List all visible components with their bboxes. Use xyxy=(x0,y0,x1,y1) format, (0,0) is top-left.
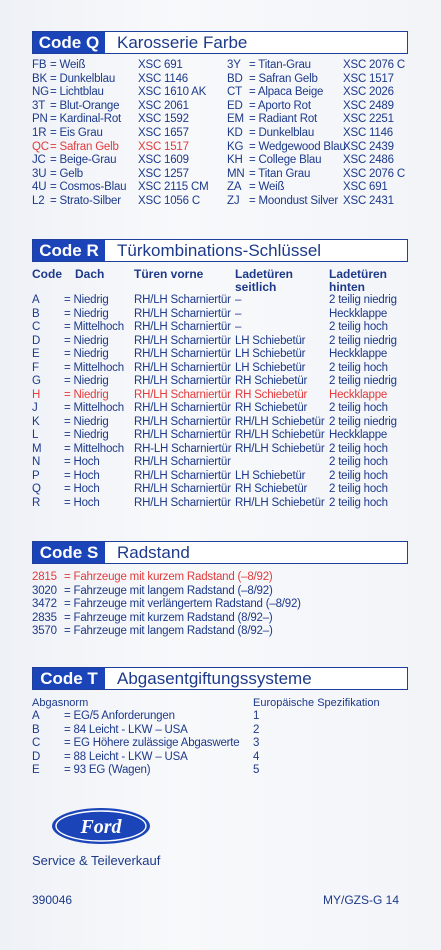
ford-logo xyxy=(50,806,152,846)
color-part-number: XSC 691 xyxy=(138,59,183,71)
wheelbase-code: 3570 xyxy=(32,625,57,637)
door-code: J xyxy=(32,402,38,414)
emission-desc: = EG Höhere zulässige Abgaswerte xyxy=(64,737,240,750)
code-r-col-hinten: Ladetüren xyxy=(329,267,388,281)
door-roof: = Hoch xyxy=(64,483,100,495)
door-roof: = Niedrig xyxy=(64,348,109,360)
door-rear: Heckklappe xyxy=(329,307,388,320)
door-side: – xyxy=(235,294,242,306)
door-code: H xyxy=(32,388,41,401)
color-code: PN xyxy=(32,113,48,126)
color-name: = Safran Gelb xyxy=(50,140,119,153)
color-code: L2 xyxy=(32,195,45,207)
door-side: RH Schiebetür xyxy=(235,388,308,401)
code-r-col-code: Code xyxy=(32,267,62,281)
color-part-number: XSC 2115 CM xyxy=(138,181,209,194)
color-name: = Strato-Silber xyxy=(50,195,121,207)
color-name: = Weiß xyxy=(50,59,86,71)
color-name: = Beige-Grau xyxy=(50,154,117,167)
emission-spec: 5 xyxy=(253,764,260,777)
door-front: RH/LH Scharniertür xyxy=(134,361,231,374)
wheelbase-code: 2815 xyxy=(32,571,57,583)
code-r-col-seitlich: Ladetüren xyxy=(235,267,294,281)
code-r-title: Türkombinations-Schlüssel xyxy=(117,240,322,260)
color-part-number: XSC 1609 xyxy=(138,154,189,167)
color-part-number: XSC 1146 xyxy=(138,72,188,85)
color-name: = Titan Grau xyxy=(249,167,311,180)
color-code: MN xyxy=(227,167,245,180)
code-r-col-tueren: Türen vorne xyxy=(134,267,204,281)
code-t-title: Abgasentgiftungssysteme xyxy=(117,668,312,688)
color-code: KH xyxy=(227,154,243,167)
code-q-header xyxy=(32,31,408,54)
door-code: A xyxy=(32,294,40,306)
door-front: RH/LH Scharniertür xyxy=(134,334,231,347)
code-t-header xyxy=(32,667,408,690)
door-code: B xyxy=(32,307,40,320)
door-roof: = Mittelhoch xyxy=(64,442,124,455)
color-name: = Titan-Grau xyxy=(249,59,311,71)
emission-spec: 2 xyxy=(253,723,260,736)
color-part-number: XSC 1146 xyxy=(343,127,393,139)
emission-code: D xyxy=(32,750,41,763)
emission-desc: = 84 Leicht - LKW – USA xyxy=(64,723,188,736)
door-roof: = Hoch xyxy=(64,496,100,509)
color-code: ED xyxy=(227,99,243,112)
code-t-left-header: Abgasnorm xyxy=(32,697,89,709)
code-r-col-seitlich-sub: seitlich xyxy=(235,280,277,294)
door-rear: 2 teilig hoch xyxy=(329,456,388,468)
door-rear: Heckklappe xyxy=(329,429,388,441)
door-roof: = Hoch xyxy=(64,456,100,468)
color-code: CT xyxy=(227,86,242,99)
door-roof: = Niedrig xyxy=(64,429,109,441)
wheelbase-desc: = Fahrzeuge mit kurzem Radstand (–8/92) xyxy=(64,571,273,583)
door-rear: 2 teilig hoch xyxy=(329,496,388,509)
door-code: L xyxy=(32,429,39,441)
door-side: LH Schiebetür xyxy=(235,348,306,360)
code-s-title: Radstand xyxy=(117,542,190,562)
color-code: FB xyxy=(32,59,47,71)
door-rear: Heckklappe xyxy=(329,348,388,360)
door-front: RH/LH Scharniertür xyxy=(134,375,231,387)
door-rear: 2 teilig hoch xyxy=(329,483,388,495)
code-r-tag: Code R xyxy=(33,240,105,261)
color-code: JC xyxy=(32,154,46,167)
color-code: QC xyxy=(32,140,49,153)
color-name: = Alpaca Beige xyxy=(249,86,324,99)
emission-desc: = EG/5 Anforderungen xyxy=(64,710,175,722)
door-roof: = Niedrig xyxy=(64,294,109,306)
code-s-tag: Code S xyxy=(33,542,105,563)
wheelbase-desc: = Fahrzeuge mit verlängertem Radstand (–8/92) xyxy=(64,598,301,610)
door-rear: 2 teilig hoch xyxy=(329,321,388,333)
door-rear: Heckklappe xyxy=(329,388,388,401)
door-side: RH/LH Schiebetür xyxy=(235,429,325,441)
color-name: = Dunkelblau xyxy=(249,127,315,139)
door-side: RH Schiebetür xyxy=(235,375,308,387)
color-code: BD xyxy=(227,72,243,85)
door-side: RH/LH Schiebetür xyxy=(235,442,325,455)
color-name: = Lichtblau xyxy=(50,86,104,99)
door-code: C xyxy=(32,321,41,333)
door-code: G xyxy=(32,375,41,387)
emission-desc: = 93 EG (Wagen) xyxy=(64,764,151,777)
door-code: N xyxy=(32,456,41,468)
color-name: = Radiant Rot xyxy=(249,113,318,126)
door-code: R xyxy=(32,496,41,509)
door-front: RH/LH Scharniertür xyxy=(134,321,231,333)
door-side: RH Schiebetür xyxy=(235,402,308,414)
color-code: 1R xyxy=(32,127,47,139)
door-side: – xyxy=(235,307,242,320)
door-code: Q xyxy=(32,483,41,495)
door-front: RH/LH Scharniertür xyxy=(134,402,231,414)
color-name: = Eis Grau xyxy=(50,127,103,139)
color-name: = Blut-Orange xyxy=(50,99,120,112)
code-r-col-hinten-sub: hinten xyxy=(329,280,365,294)
door-front: RH/LH Scharniertür xyxy=(134,469,231,482)
color-part-number: XSC 2026 xyxy=(343,86,394,99)
code-r-col-dach: Dach xyxy=(75,267,105,281)
door-side: RH Schiebetür xyxy=(235,483,308,495)
door-roof: = Niedrig xyxy=(64,388,109,401)
color-part-number: XSC 691 xyxy=(343,181,388,194)
emission-code: E xyxy=(32,764,40,777)
door-front: RH/LH Scharniertür xyxy=(134,388,231,401)
code-r-header xyxy=(32,239,408,262)
door-front: RH/LH Scharniertür xyxy=(134,294,231,306)
code-q-tag: Code Q xyxy=(33,32,105,53)
door-front: RH/LH Scharniertür xyxy=(134,483,231,495)
color-part-number: XSC 1257 xyxy=(138,167,189,180)
door-side: LH Schiebetür xyxy=(235,469,306,482)
color-name: = Safran Gelb xyxy=(249,72,318,85)
door-rear: 2 teilig hoch xyxy=(329,442,388,455)
color-name: = College Blau xyxy=(249,154,322,167)
door-code: D xyxy=(32,334,41,347)
service-label: Service & Teileverkauf xyxy=(32,853,161,868)
door-front: RH/LH Scharniertür xyxy=(134,415,231,428)
color-part-number: XSC 1610 AK xyxy=(138,86,207,99)
color-name: = Dunkelblau xyxy=(50,72,116,85)
color-part-number: XSC 2489 xyxy=(343,99,394,112)
door-rear: 2 teilig niedrig xyxy=(329,334,397,347)
door-roof: = Mittelhoch xyxy=(64,361,124,374)
color-code: 3Y xyxy=(227,59,241,71)
door-rear: 2 teilig hoch xyxy=(329,469,388,482)
color-code: 3U xyxy=(32,167,47,180)
door-front: RH/LH Scharniertür xyxy=(134,348,231,360)
door-rear: 2 teilig niedrig xyxy=(329,294,397,306)
color-name: = Wedgewood Blau xyxy=(249,140,346,153)
color-code: EM xyxy=(227,113,244,126)
door-front: RH/LH Scharniertür xyxy=(134,429,231,441)
door-code: M xyxy=(32,442,42,455)
door-roof: = Mittelhoch xyxy=(64,402,124,414)
door-front: RH/LH Scharniertür xyxy=(134,496,231,509)
door-code: F xyxy=(32,361,39,374)
color-part-number: XSC 2431 xyxy=(343,195,394,207)
color-code: KD xyxy=(227,127,243,139)
color-part-number: XSC 2061 xyxy=(138,99,189,112)
door-roof: = Niedrig xyxy=(64,307,109,320)
emission-code: C xyxy=(32,737,41,750)
door-front: RH/LH Scharniertür xyxy=(134,456,231,468)
wheelbase-desc: = Fahrzeuge mit langem Radstand (8/92–) xyxy=(64,625,273,637)
doc-ref: MY/GZS-G 14 xyxy=(323,893,400,907)
color-code: ZA xyxy=(227,181,242,194)
emission-code: B xyxy=(32,723,40,736)
emission-spec: 3 xyxy=(253,737,260,750)
door-rear: 2 teilig hoch xyxy=(329,402,388,414)
color-code: 4U xyxy=(32,181,47,194)
emission-desc: = 88 Leicht - LKW – USA xyxy=(64,750,188,763)
color-code: BK xyxy=(32,72,47,85)
color-part-number: XSC 2439 xyxy=(343,140,394,153)
color-name: = Cosmos-Blau xyxy=(50,181,127,194)
door-rear: 2 teilig hoch xyxy=(329,361,388,374)
color-part-number: XSC 1056 C xyxy=(138,195,200,207)
code-t-tag: Code T xyxy=(33,668,105,689)
door-roof: = Mittelhoch xyxy=(64,321,124,333)
wheelbase-desc: = Fahrzeuge mit kurzem Radstand (8/92–) xyxy=(64,611,273,624)
door-roof: = Niedrig xyxy=(64,415,109,428)
color-code: ZJ xyxy=(227,195,240,207)
color-part-number: XSC 1517 xyxy=(343,72,394,85)
door-code: E xyxy=(32,348,40,360)
door-roof: = Niedrig xyxy=(64,375,109,387)
emission-spec: 4 xyxy=(253,750,260,763)
color-name: = Moondust Silver xyxy=(249,195,338,207)
color-name: = Aporto Rot xyxy=(249,99,311,112)
door-rear: 2 teilig niedrig xyxy=(329,415,397,428)
door-side: LH Schiebetür xyxy=(235,361,306,374)
color-part-number: XSC 2076 C xyxy=(343,167,405,180)
wheelbase-code: 2835 xyxy=(32,611,57,624)
color-part-number: XSC 1517 xyxy=(138,140,189,153)
door-front: RH-LH Scharniertür xyxy=(134,442,232,455)
color-part-number: XSC 2486 xyxy=(343,154,394,167)
color-code: KG xyxy=(227,140,244,153)
wheelbase-desc: = Fahrzeuge mit langem Radstand (–8/92) xyxy=(64,584,273,597)
door-roof: = Niedrig xyxy=(64,334,109,347)
color-name: = Kardinal-Rot xyxy=(50,113,122,126)
door-rear: 2 teilig niedrig xyxy=(329,375,397,387)
door-side: RH/LH Schiebetür xyxy=(235,496,325,509)
color-part-number: XSC 1657 xyxy=(138,127,189,139)
color-code: NG xyxy=(32,86,49,99)
code-q-title: Karosserie Farbe xyxy=(117,32,248,52)
color-name: = Gelb xyxy=(50,167,84,180)
code-t-right-header: Europäische Spezifikation xyxy=(253,697,380,709)
wheelbase-code: 3472 xyxy=(32,598,57,610)
ford-logo-text: Ford xyxy=(80,816,122,838)
color-part-number: XSC 1592 xyxy=(138,113,189,126)
color-part-number: XSC 2251 xyxy=(343,113,394,126)
door-code: P xyxy=(32,469,40,482)
color-code: 3T xyxy=(32,99,46,112)
doc-number: 390046 xyxy=(32,893,73,907)
emission-code: A xyxy=(32,710,40,722)
door-side: LH Schiebetür xyxy=(235,334,306,347)
door-side: RH/LH Schiebetür xyxy=(235,415,325,428)
door-roof: = Hoch xyxy=(64,469,100,482)
code-s-header xyxy=(32,541,408,564)
color-name: = Weiß xyxy=(249,181,285,194)
door-code: K xyxy=(32,415,40,428)
wheelbase-code: 3020 xyxy=(32,584,57,597)
color-part-number: XSC 2076 C xyxy=(343,59,405,71)
door-side: – xyxy=(235,321,242,333)
emission-spec: 1 xyxy=(253,710,260,722)
door-front: RH/LH Scharniertür xyxy=(134,307,231,320)
